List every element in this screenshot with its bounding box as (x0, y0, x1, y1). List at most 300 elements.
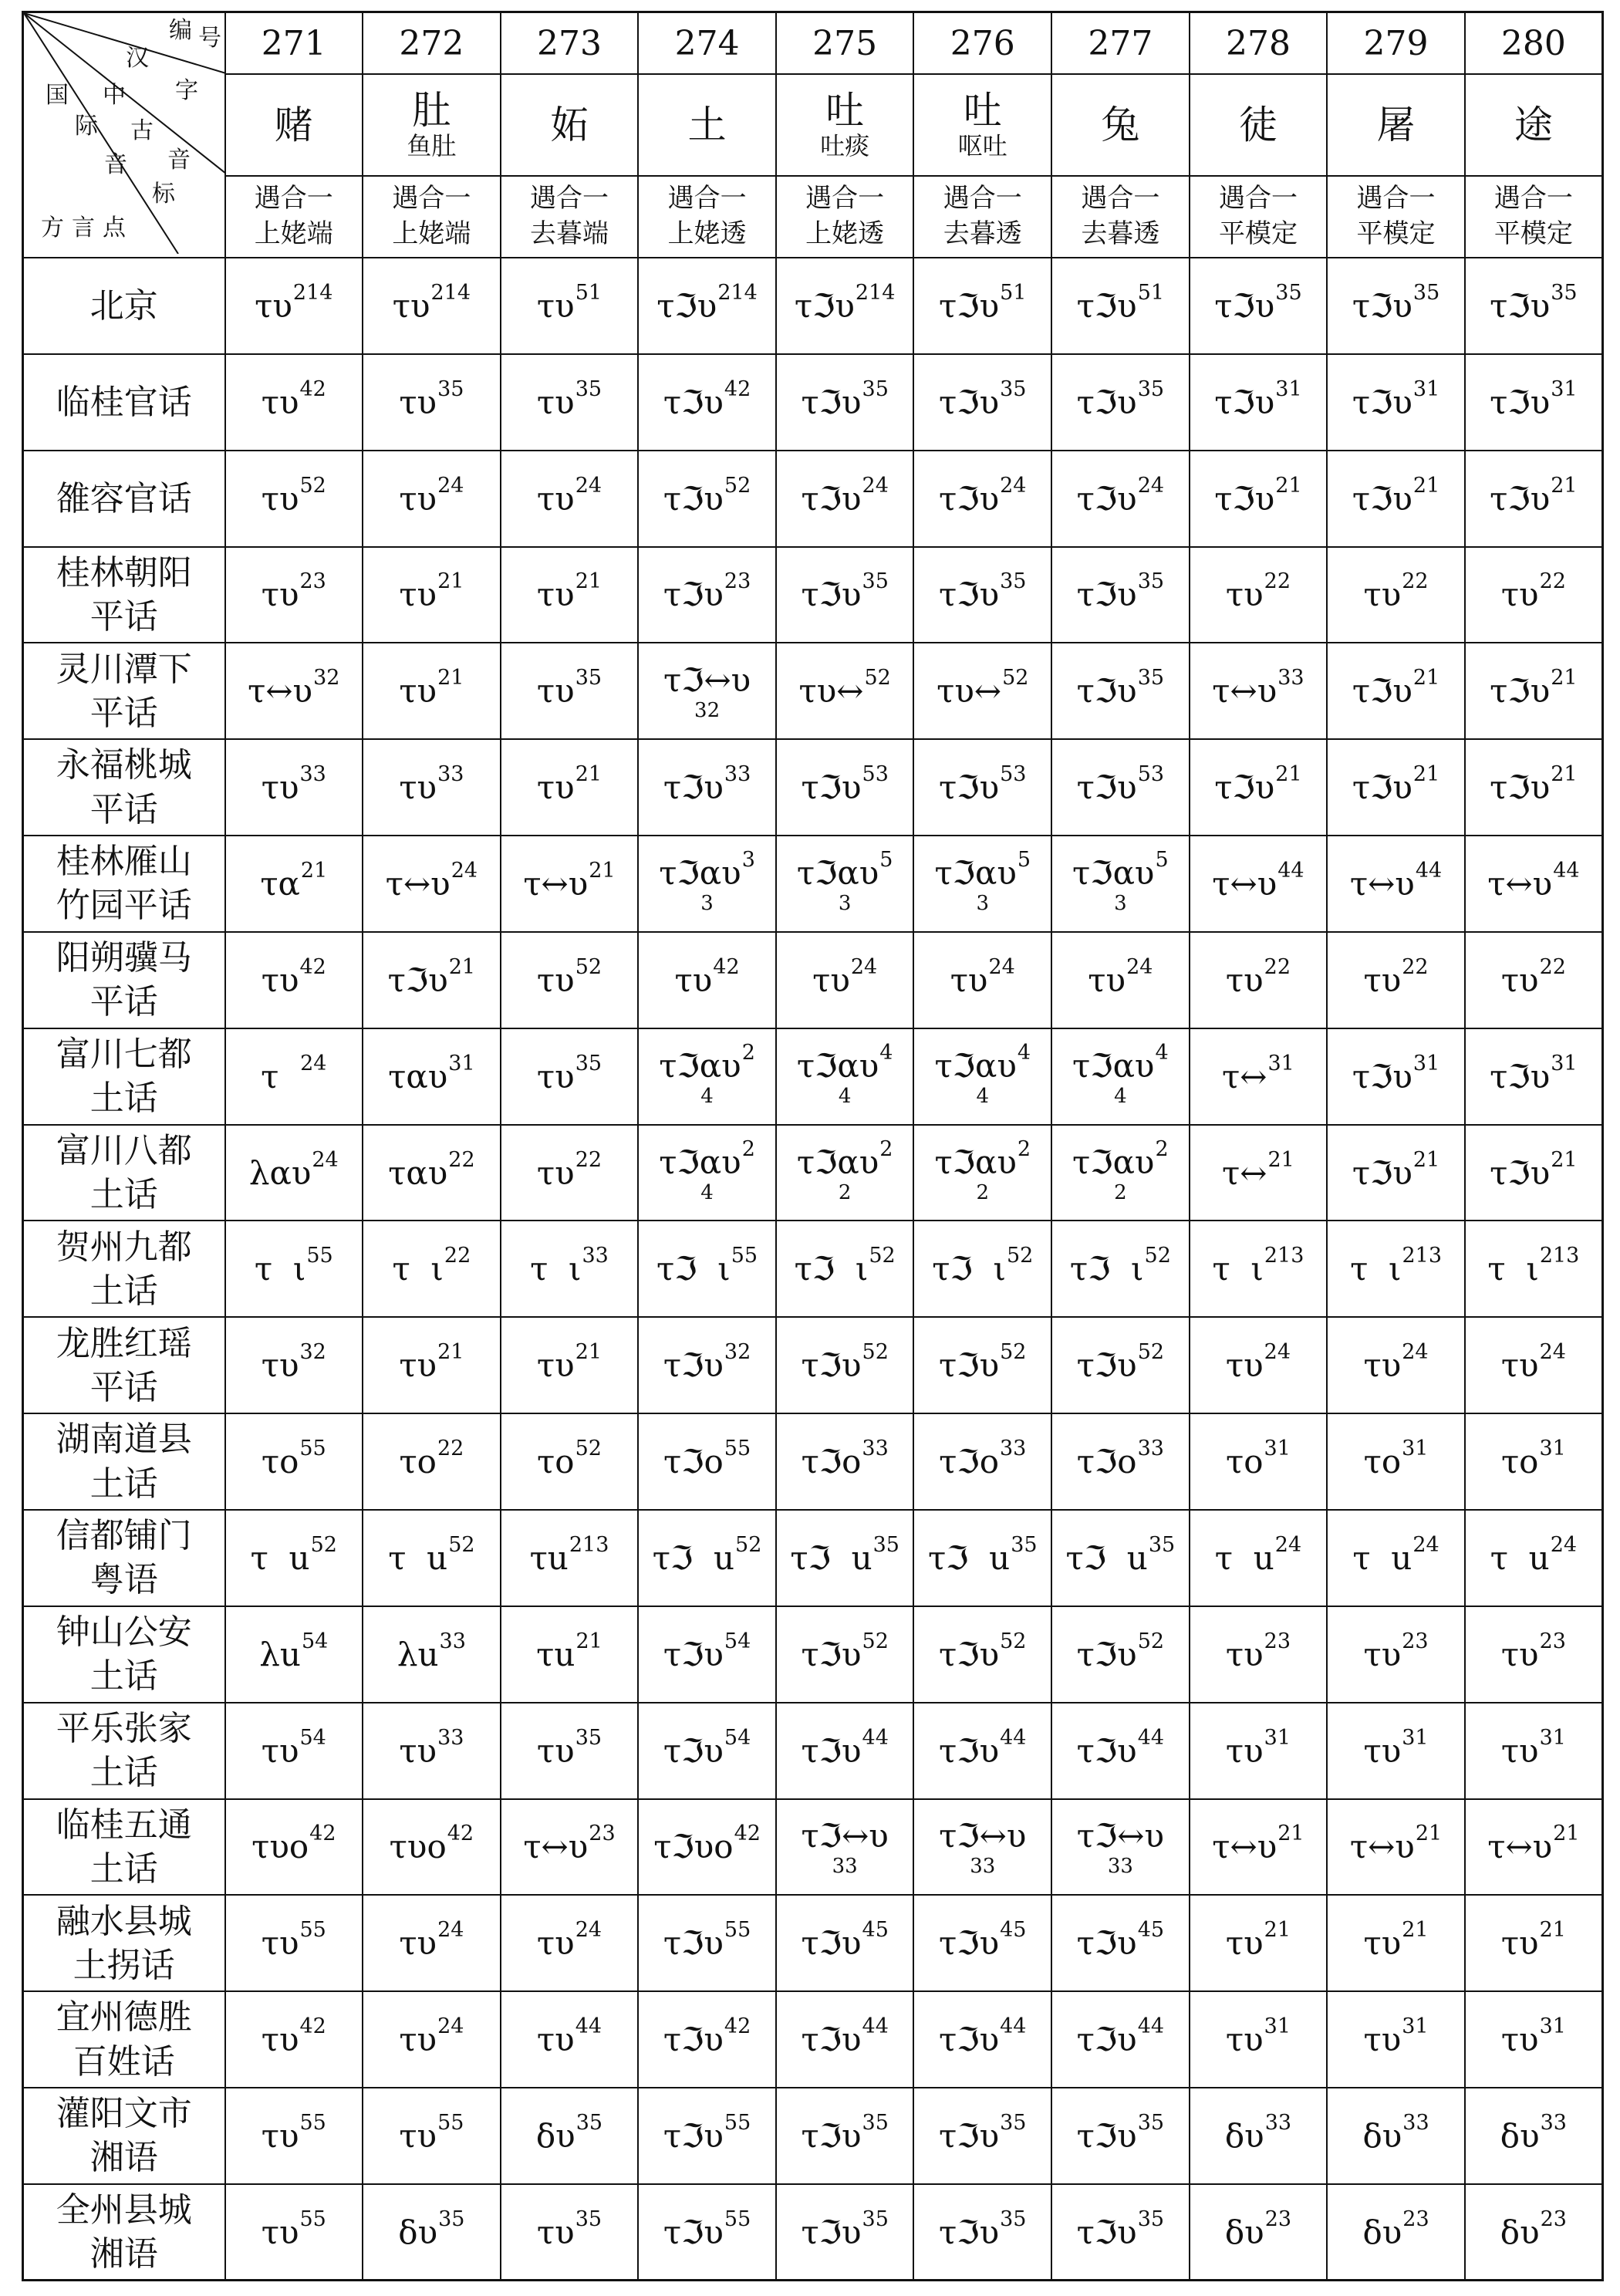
reading-cell (363, 1703, 501, 1799)
tone-number: 42 (734, 1822, 761, 1846)
ipa-reading: τ (261, 1057, 300, 1096)
category-line: 遇合一 (254, 183, 333, 214)
reading-cell (501, 836, 639, 932)
reading-cell (1465, 451, 1603, 547)
tone-number: 22 (1264, 954, 1291, 979)
tone-number: 44 (1277, 858, 1304, 883)
reading-cell (363, 1413, 501, 1510)
tone-number: 2 (879, 1136, 893, 1161)
tone-number: 35 (872, 1532, 899, 1557)
category-line: 平模定 (1493, 218, 1573, 249)
dialect-location (23, 258, 225, 354)
tone-number: 55 (299, 2207, 326, 2231)
middle-chinese-category (1327, 176, 1465, 258)
tone-number: 35 (1000, 569, 1027, 594)
ipa-reading: τℑυ (1490, 768, 1551, 807)
category-line: 上姥透 (667, 218, 747, 249)
ipa-reading: τℑυ (794, 286, 855, 325)
tone-number: 33 (1540, 2110, 1567, 2135)
ipa-reading: τυ (812, 961, 850, 999)
tone-number: 35 (575, 1051, 602, 1075)
ipa-reading: τυ (261, 383, 299, 421)
tone-number: 42 (299, 376, 326, 401)
location-line: 土话 (89, 1271, 158, 1311)
tone-number: 21 (437, 1340, 464, 1365)
reading-cell (776, 451, 914, 547)
ipa-reading: τυ (1500, 961, 1539, 999)
tone-number: 33 (437, 762, 464, 787)
ipa-reading: τℑο (663, 1443, 724, 1481)
tone-number: 24 (437, 473, 464, 498)
ipa-reading: το (1226, 1443, 1264, 1481)
location-line: 贺州九都 (56, 1227, 192, 1267)
reading-cell (913, 451, 1051, 547)
reading-cell (638, 2184, 776, 2281)
tone-number: 21 (1412, 473, 1440, 498)
ipa-reading: τ ι (1350, 1250, 1402, 1288)
hanzi-gloss: 鱼肚 (407, 131, 457, 161)
column-character (776, 74, 914, 176)
reading-cell (638, 354, 776, 451)
ipa-reading: τℑυ (801, 1346, 862, 1385)
tone-number: 21 (1412, 1147, 1440, 1172)
reading-cell (913, 932, 1051, 1028)
reading-cell (363, 1799, 501, 1896)
reading-cell (363, 1991, 501, 2088)
ipa-reading: τυ (261, 576, 299, 614)
reading-cell (638, 836, 776, 932)
location-line: 平乐张家 (56, 1708, 192, 1748)
tone-number-continued: 33 (970, 1855, 996, 1879)
reading-cell (913, 739, 1051, 836)
dialect-row (23, 836, 1603, 932)
reading-cell (501, 1606, 639, 1703)
tone-number: 31 (1551, 1051, 1578, 1075)
dialect-location (23, 1606, 225, 1703)
reading-cell (638, 451, 776, 547)
category-line: 上姥透 (805, 218, 885, 249)
dialect-location (23, 1317, 225, 1413)
reading-cell (1465, 643, 1603, 739)
ipa-reading: δυ (535, 2116, 575, 2155)
tone-number: 44 (1000, 2014, 1027, 2039)
dialect-row (23, 1510, 1603, 1606)
ipa-reading: τℑαυ (659, 1143, 741, 1181)
column-number: 273 (501, 12, 639, 75)
ipa-reading: τυ (399, 1924, 437, 1963)
reading-cell (1327, 1799, 1465, 1896)
tone-number: 32 (313, 666, 340, 690)
reading-cell (1327, 1895, 1465, 1991)
ipa-reading: τℑυ (1352, 479, 1412, 518)
ipa-reading: τℑο (801, 1443, 862, 1481)
reading-cell (913, 1413, 1051, 1510)
reading-cell (1051, 1991, 1190, 2088)
ipa-reading: τ ι (530, 1250, 582, 1288)
ipa-reading: τℑ ι (1069, 1250, 1144, 1288)
hanzi: 肚 (412, 87, 451, 133)
column-number: 275 (776, 12, 914, 75)
reading-cell (1327, 643, 1465, 739)
dialect-row (23, 1703, 1603, 1799)
tone-number: 44 (1137, 2014, 1165, 2039)
ipa-reading: τυ (1500, 2021, 1539, 2059)
reading-cell (363, 1895, 501, 1991)
tone-number: 31 (1402, 2014, 1429, 2039)
ipa-reading: τυ (536, 1731, 575, 1770)
ipa-reading: τυ (536, 768, 575, 807)
tone-number: 52 (864, 666, 891, 690)
tone-number: 51 (1000, 280, 1027, 305)
ipa-reading: τ ι (1487, 1250, 1539, 1288)
reading-cell (225, 1028, 363, 1125)
dialect-location (23, 1028, 225, 1125)
ipa-reading: τα (260, 864, 300, 903)
reading-cell (638, 1703, 776, 1799)
ipa-reading: τυ (261, 479, 299, 518)
tone-number: 2 (1017, 1136, 1031, 1161)
reading-cell (225, 1606, 363, 1703)
ipa-reading: τυ (1225, 1924, 1264, 1963)
reading-cell (1051, 1895, 1190, 1991)
reading-cell (1327, 451, 1465, 547)
tone-number: 21 (1402, 1918, 1429, 1943)
tone-number: 21 (1275, 473, 1302, 498)
tone-number: 32 (299, 1340, 326, 1365)
reading-cell (1051, 354, 1190, 451)
ipa-reading: τυ↔ (937, 672, 1002, 711)
header-label: 字 (175, 77, 198, 104)
reading-cell (501, 547, 639, 643)
tone-number: 54 (724, 1725, 751, 1750)
tone-number: 51 (1137, 280, 1165, 305)
reading-cell (913, 258, 1051, 354)
tone-number: 214 (717, 280, 758, 305)
category-line: 遇合一 (805, 183, 885, 214)
tone-number: 24 (1274, 1532, 1302, 1557)
ipa-reading: τ↔υ (248, 672, 313, 711)
location-line: 钟山公安 (56, 1612, 192, 1653)
dialect-row (23, 1606, 1603, 1703)
reading-cell (1465, 1991, 1603, 2088)
location-line: 桂林雁山 (56, 842, 192, 882)
column-number: 274 (638, 12, 776, 75)
reading-cell (1327, 1606, 1465, 1703)
reading-cell (1327, 1991, 1465, 2088)
reading-cell (363, 932, 501, 1028)
ipa-reading: τℑ ι (932, 1250, 1006, 1288)
ipa-reading: τυ (1363, 1731, 1402, 1770)
ipa-reading: τℑυ (939, 479, 1000, 518)
tone-number: 22 (575, 1147, 602, 1172)
tone-number: 21 (1551, 666, 1578, 690)
reading-cell (776, 932, 914, 1028)
ipa-reading: δυ (1224, 2213, 1264, 2251)
reading-cell (1465, 1510, 1603, 1606)
reading-cell (225, 932, 363, 1028)
ipa-reading: τℑυ (663, 1924, 724, 1963)
tone-number: 35 (1137, 569, 1165, 594)
ipa-reading: τℑυ (1076, 1346, 1137, 1385)
tone-number: 23 (1539, 1629, 1566, 1653)
tone-number: 24 (451, 858, 478, 883)
category-line: 遇合一 (1218, 183, 1298, 214)
ipa-reading: τυ (1225, 2021, 1264, 2059)
tone-number: 35 (1137, 2207, 1165, 2231)
dialect-location (23, 1510, 225, 1606)
category-line: 平模定 (1218, 218, 1298, 249)
tone-number: 42 (713, 954, 740, 979)
reading-cell (1327, 2088, 1465, 2184)
tone-number: 33 (1264, 2110, 1292, 2135)
tone-number: 21 (1551, 762, 1578, 787)
tone-number: 42 (724, 2014, 751, 2039)
reading-cell (1327, 1028, 1465, 1125)
header-label: 汉 (126, 45, 149, 72)
tone-number: 33 (299, 762, 326, 787)
middle-chinese-category (776, 176, 914, 258)
ipa-reading: τℑυ (663, 1346, 724, 1385)
reading-cell (501, 354, 639, 451)
tone-number: 52 (869, 1244, 896, 1268)
ipa-reading: τℑαυ (796, 1143, 879, 1181)
header-label: 国 (46, 82, 69, 109)
ipa-reading: τℑαυ (796, 1046, 879, 1085)
reading-cell (1051, 1221, 1190, 1317)
ipa-reading: τℑυ (801, 768, 862, 807)
tone-number: 21 (1415, 1822, 1443, 1846)
tone-number: 35 (1137, 666, 1165, 690)
location-line: 临桂五通 (56, 1805, 192, 1845)
location-line: 湘语 (89, 2138, 158, 2178)
tone-number: 33 (437, 1725, 464, 1750)
ipa-reading: τυ (1363, 1635, 1402, 1673)
reading-cell (1327, 354, 1465, 451)
ipa-reading: τ↔υ (1349, 864, 1415, 903)
tone-number: 35 (862, 569, 889, 594)
reading-cell (1465, 1895, 1603, 1991)
dialect-location (23, 739, 225, 836)
reading-cell (776, 1799, 914, 1896)
tone-number: 24 (1402, 1340, 1429, 1365)
ipa-reading: τυ (1363, 2021, 1402, 2059)
reading-cell (225, 2088, 363, 2184)
reading-cell (1465, 2088, 1603, 2184)
hanzi: 徒 (1238, 102, 1277, 147)
reading-cell (1327, 1221, 1465, 1317)
dialect-pronunciation-table (22, 11, 1604, 2281)
tone-number: 35 (862, 376, 889, 401)
location-line: 土话 (89, 1175, 158, 1215)
reading-cell (501, 1221, 639, 1317)
tone-number: 23 (1264, 1629, 1291, 1653)
hanzi: 妬 (549, 102, 589, 147)
ipa-reading: τℑυ (801, 2021, 862, 2059)
ipa-reading: τℑαυ (934, 1046, 1017, 1085)
ipa-reading: τℑαυ (1072, 853, 1155, 892)
ipa-reading: τℑυ (801, 576, 862, 614)
reading-cell (1190, 836, 1328, 932)
ipa-reading: τ↔υ (1349, 1828, 1415, 1866)
reading-cell (638, 1028, 776, 1125)
middle-chinese-category (638, 176, 776, 258)
ipa-reading: τυ (536, 1057, 575, 1096)
reading-cell (1465, 1703, 1603, 1799)
ipa-reading: τυ (1363, 576, 1402, 614)
ipa-reading: λαυ (248, 1153, 312, 1192)
reading-cell (776, 258, 914, 354)
ipa-reading: ταυ (388, 1057, 448, 1096)
reading-cell (776, 1991, 914, 2088)
header-label: 标 (152, 181, 175, 208)
reading-cell (1465, 739, 1603, 836)
tone-number: 35 (575, 376, 602, 401)
ipa-reading: τυο (251, 1828, 309, 1866)
tone-number-continued: 4 (838, 1084, 852, 1108)
location-line: 龙胜红瑶 (56, 1323, 192, 1363)
tone-number: 35 (1000, 2207, 1027, 2231)
tone-number: 44 (1000, 1725, 1027, 1750)
reading-cell (363, 836, 501, 932)
tone-number: 21 (437, 666, 464, 690)
reading-cell (363, 1221, 501, 1317)
hanzi: 途 (1514, 102, 1553, 147)
ipa-reading: τℑυ (663, 479, 724, 518)
ipa-reading: τυ↔ (798, 672, 864, 711)
tone-number: 52 (1000, 1340, 1027, 1365)
location-line: 富川八都 (56, 1130, 192, 1170)
tone-number: 31 (1412, 376, 1440, 401)
location-line: 融水县城 (56, 1901, 192, 1941)
ipa-reading: τℑυ (801, 1924, 862, 1963)
reading-cell (913, 1221, 1051, 1317)
ipa-reading: τℑυ (663, 576, 724, 614)
hanzi: 吐 (825, 87, 865, 133)
ipa-reading: τ↔υ (1487, 1828, 1553, 1866)
tone-number: 55 (299, 1918, 326, 1943)
dialect-location (23, 1991, 225, 2088)
reading-cell (776, 354, 914, 451)
tone-number-continued: 4 (1114, 1084, 1127, 1108)
tone-number: 22 (1539, 954, 1566, 979)
dialect-row (23, 1895, 1603, 1991)
reading-cell (1051, 1799, 1190, 1896)
header-label: 际 (75, 113, 98, 140)
tone-number: 33 (1402, 2110, 1429, 2135)
tone-number-continued: 3 (838, 891, 852, 915)
category-line: 去暮透 (943, 218, 1022, 249)
ipa-reading: τℑυ (1490, 479, 1551, 518)
reading-cell (225, 258, 363, 354)
reading-cell (1190, 1317, 1328, 1413)
ipa-reading: τℑυο (653, 1828, 734, 1866)
ipa-reading: δυ (1362, 2116, 1402, 2155)
ipa-reading: τ↔υ (1487, 864, 1553, 903)
column-number: 278 (1190, 12, 1328, 75)
ipa-reading: τυ (1225, 1346, 1264, 1385)
reading-cell (913, 1510, 1051, 1606)
tone-number: 24 (850, 954, 878, 979)
ipa-reading: τℑαυ (1072, 1143, 1155, 1181)
column-number: 271 (225, 12, 363, 75)
ipa-reading: τℑ u (1065, 1538, 1148, 1577)
reading-cell (913, 2088, 1051, 2184)
reading-cell (363, 354, 501, 451)
reading-cell (363, 643, 501, 739)
ipa-reading: τℑυ (663, 1731, 724, 1770)
tone-number: 21 (575, 1340, 602, 1365)
ipa-reading: τ u (250, 1538, 310, 1577)
ipa-reading: τυ (536, 286, 575, 325)
reading-cell (363, 2088, 501, 2184)
ipa-reading: τυ (261, 1731, 299, 1770)
tone-number: 22 (437, 1437, 464, 1461)
ipa-reading: τυ (1500, 1635, 1539, 1673)
reading-cell (1051, 451, 1190, 547)
tone-number: 21 (1267, 1147, 1294, 1172)
hanzi: 兔 (1101, 102, 1140, 147)
tone-number: 31 (1539, 1437, 1566, 1461)
tone-number-continued: 3 (1114, 891, 1127, 915)
reading-cell (501, 1510, 639, 1606)
tone-number: 22 (448, 1147, 475, 1172)
ipa-reading: τℑυ (939, 576, 1000, 614)
tone-number: 52 (1137, 1340, 1165, 1365)
ipa-reading: τℑυ (939, 1924, 1000, 1963)
ipa-reading: τυ (399, 479, 437, 518)
middle-chinese-category (363, 176, 501, 258)
tone-number: 33 (999, 1437, 1027, 1461)
dialect-location (23, 1703, 225, 1799)
reading-cell (1190, 1510, 1328, 1606)
dialect-location (23, 1799, 225, 1896)
ipa-reading: τℑ↔υ (939, 1817, 1027, 1855)
tone-number: 31 (1551, 376, 1578, 401)
ipa-reading: τℑαυ (659, 853, 741, 892)
dialect-row (23, 258, 1603, 354)
reading-cell (1327, 1413, 1465, 1510)
tone-number: 5 (1017, 847, 1031, 872)
ipa-reading: τℑυ (1490, 286, 1551, 325)
tone-number: 31 (1264, 2014, 1291, 2039)
tone-number: 51 (575, 280, 602, 305)
reading-cell (1465, 547, 1603, 643)
tone-number: 23 (1402, 1629, 1429, 1653)
reading-cell (913, 2184, 1051, 2281)
header-row-character (23, 74, 1603, 176)
reading-cell (501, 1028, 639, 1125)
ipa-reading: τυ (1225, 576, 1264, 614)
ipa-reading: τυ (399, 2116, 437, 2155)
reading-cell (225, 1703, 363, 1799)
ipa-reading: δυ (1224, 2116, 1264, 2155)
ipa-reading: τℑυ (663, 768, 724, 807)
tone-number: 54 (301, 1629, 329, 1653)
dialect-row (23, 547, 1603, 643)
reading-cell (638, 1125, 776, 1221)
ipa-reading: τ u (1490, 1538, 1550, 1577)
ipa-reading: τℑ u (790, 1538, 872, 1577)
tone-number: 55 (306, 1244, 333, 1268)
location-line: 信都铺门 (56, 1516, 192, 1556)
tone-number: 52 (1002, 666, 1029, 690)
ipa-reading: τℑ↔υ (663, 661, 751, 700)
column-character (1190, 74, 1328, 176)
tone-number: 24 (1550, 1532, 1578, 1557)
dialect-row (23, 2088, 1603, 2184)
tone-number: 33 (439, 1629, 466, 1653)
ipa-reading: τℑυ (1214, 383, 1275, 421)
